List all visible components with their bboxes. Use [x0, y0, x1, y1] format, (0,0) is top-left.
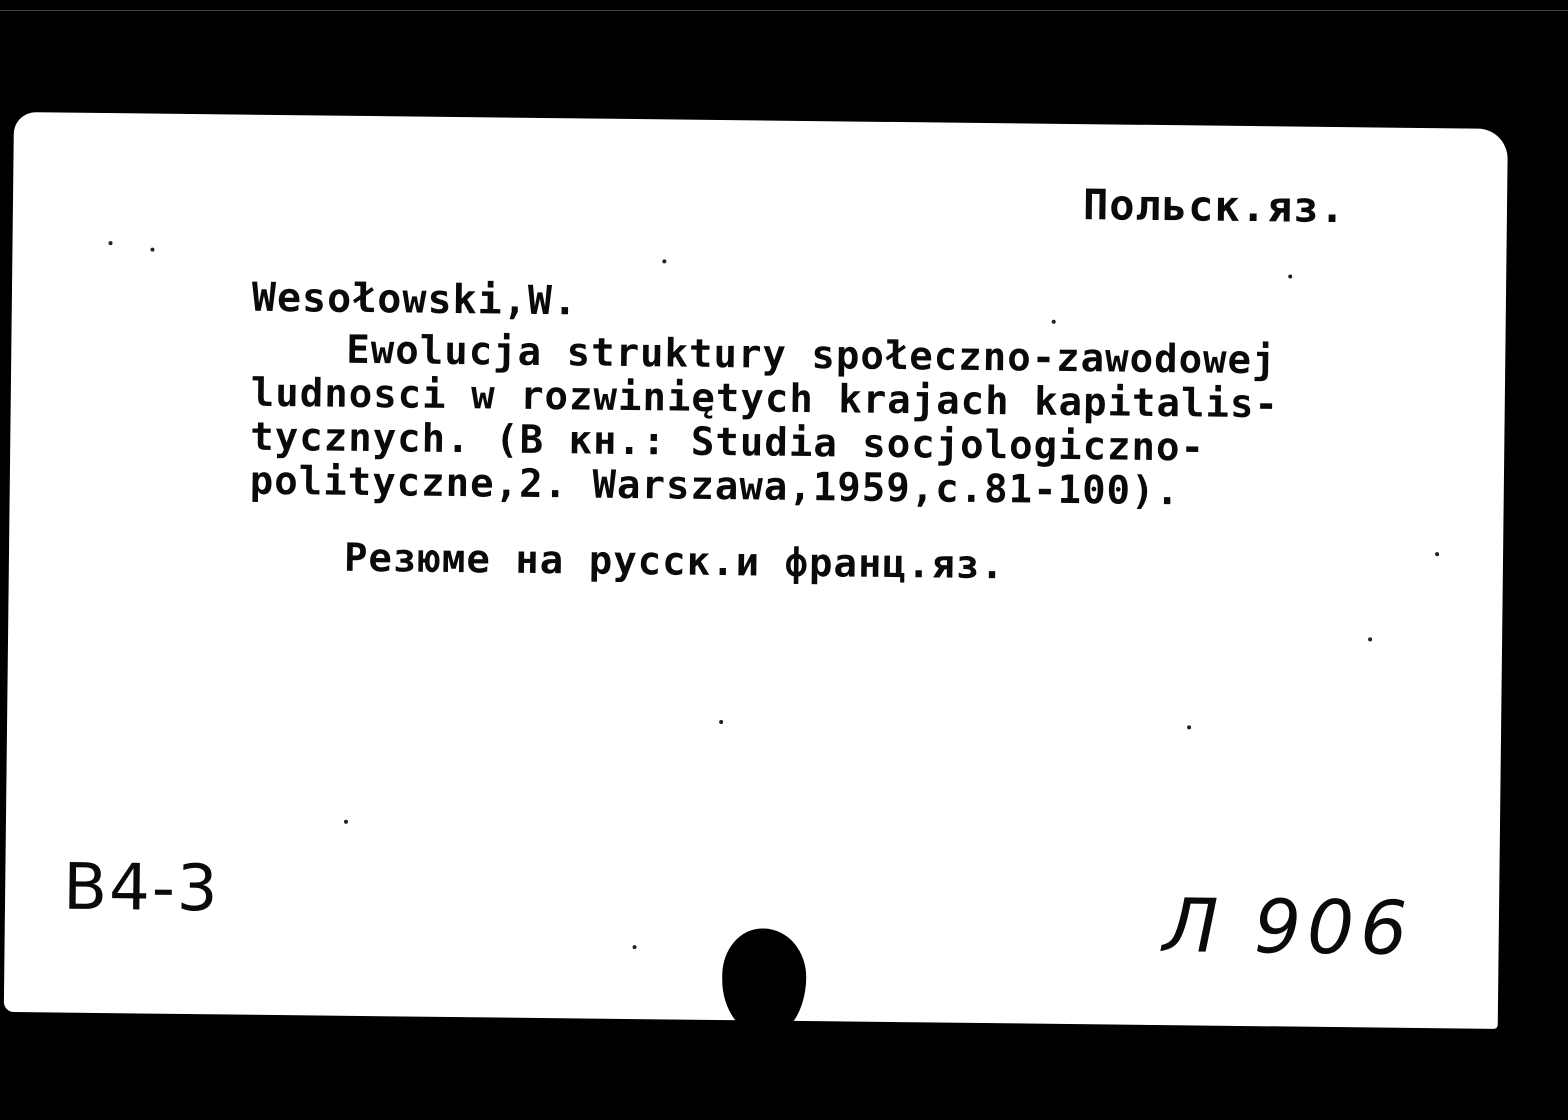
title-line-1: Ewolucja struktury społeczno-zawodowej [346, 327, 1277, 384]
dust-speck [1052, 320, 1056, 324]
handwritten-shelf-mark: В4-3 [62, 850, 221, 927]
card-punch-hole [722, 928, 807, 1037]
title-line-3: tycznych. (В кн.: Studia socjologiczno- [250, 414, 1206, 471]
dust-speck [662, 259, 666, 263]
handwritten-catalog-number: Л 906 [1162, 883, 1414, 972]
dust-speck [719, 720, 723, 724]
summary-note: Резюме на русск.и франц.яз. [343, 535, 1006, 589]
dust-speck [633, 945, 637, 949]
dust-speck [150, 248, 154, 252]
dust-speck [1368, 637, 1372, 641]
dust-speck [1435, 552, 1439, 556]
dust-speck [1187, 725, 1191, 729]
language-note: Польск.яз. [1082, 180, 1347, 233]
author-heading: Wesołowski,W. [251, 274, 579, 325]
title-line-2: ludnosci w rozwiniętych krajach kapitalis- [250, 370, 1280, 428]
title-line-4: polityczne,2. Warszawa,1959,с.81-100). [249, 458, 1181, 515]
dust-speck [108, 241, 112, 245]
scan-edge-line [0, 10, 1568, 11]
dust-speck [344, 820, 348, 824]
catalog-card [4, 112, 1508, 1029]
dust-speck [1288, 274, 1292, 278]
